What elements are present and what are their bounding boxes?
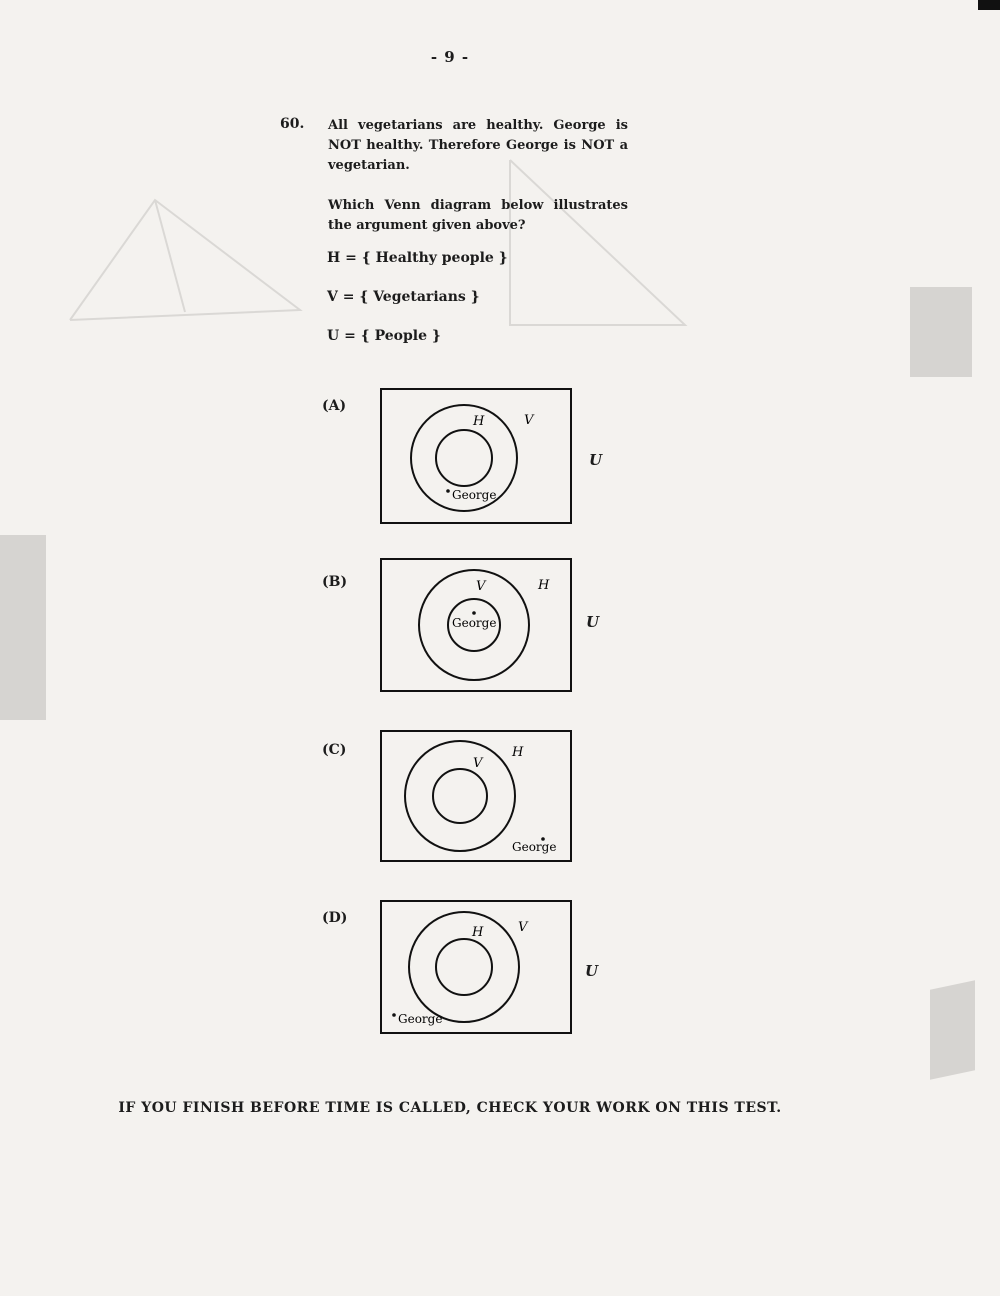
george-label: George bbox=[398, 1012, 443, 1026]
outer-set-label: V bbox=[473, 756, 483, 771]
venn-diagram-a[interactable] bbox=[380, 388, 572, 524]
universe-label-a: U bbox=[589, 451, 603, 469]
universe-rect bbox=[381, 389, 571, 523]
tape-right-bottom bbox=[930, 980, 975, 1080]
universe-label-b: U bbox=[586, 613, 600, 631]
scan-edge-mark bbox=[978, 0, 1000, 10]
definition-u: U = { People } bbox=[327, 328, 441, 344]
option-c-label[interactable]: (C) bbox=[322, 742, 347, 758]
question-statement: All vegetarians are healthy. George is NOT healthy. Therefore George is NOT a vegetarian. bbox=[328, 118, 628, 173]
question-text bbox=[328, 116, 628, 250]
george-label: George bbox=[452, 488, 497, 502]
universe-label-d: U bbox=[585, 962, 599, 980]
definition-v: V = { Vegetarians } bbox=[327, 289, 480, 305]
venn-diagram-d[interactable] bbox=[380, 900, 572, 1034]
outer-set-label: H bbox=[473, 414, 485, 429]
page-number: - 9 - bbox=[430, 48, 470, 66]
venn-diagram-b[interactable] bbox=[380, 558, 572, 692]
outer-set-label: V bbox=[476, 579, 486, 594]
george-label: George bbox=[452, 616, 497, 630]
george-label: George bbox=[512, 840, 557, 854]
question-prompt: Which Venn diagram below illustrates the argument given above? bbox=[328, 198, 628, 233]
george-point bbox=[392, 1013, 396, 1017]
option-a-label[interactable]: (A) bbox=[322, 398, 347, 414]
tape-right-top bbox=[910, 287, 972, 377]
george-point bbox=[446, 489, 450, 493]
question-number: 60. bbox=[280, 116, 305, 132]
inner-set-label: H bbox=[512, 745, 524, 760]
definition-h: H = { Healthy people } bbox=[327, 250, 508, 266]
footer-instruction: IF YOU FINISH BEFORE TIME IS CALLED, CHECK YOUR WORK ON THIS TEST. bbox=[118, 1100, 782, 1116]
inner-set-label: V bbox=[518, 920, 528, 935]
venn-diagram-c[interactable] bbox=[380, 730, 572, 862]
option-b-label[interactable]: (B) bbox=[322, 574, 348, 590]
inner-set-label: H bbox=[538, 578, 550, 593]
outer-circle bbox=[405, 741, 515, 851]
george-point bbox=[472, 611, 476, 615]
outer-circle bbox=[409, 912, 519, 1022]
inner-set-label: V bbox=[524, 413, 534, 428]
option-d-label[interactable]: (D) bbox=[322, 910, 348, 926]
outer-set-label: H bbox=[472, 925, 484, 940]
inner-circle bbox=[436, 939, 492, 995]
inner-circle bbox=[433, 769, 487, 823]
bleed-through-figure bbox=[60, 190, 320, 340]
inner-circle bbox=[436, 430, 492, 486]
tape-left bbox=[0, 535, 46, 720]
